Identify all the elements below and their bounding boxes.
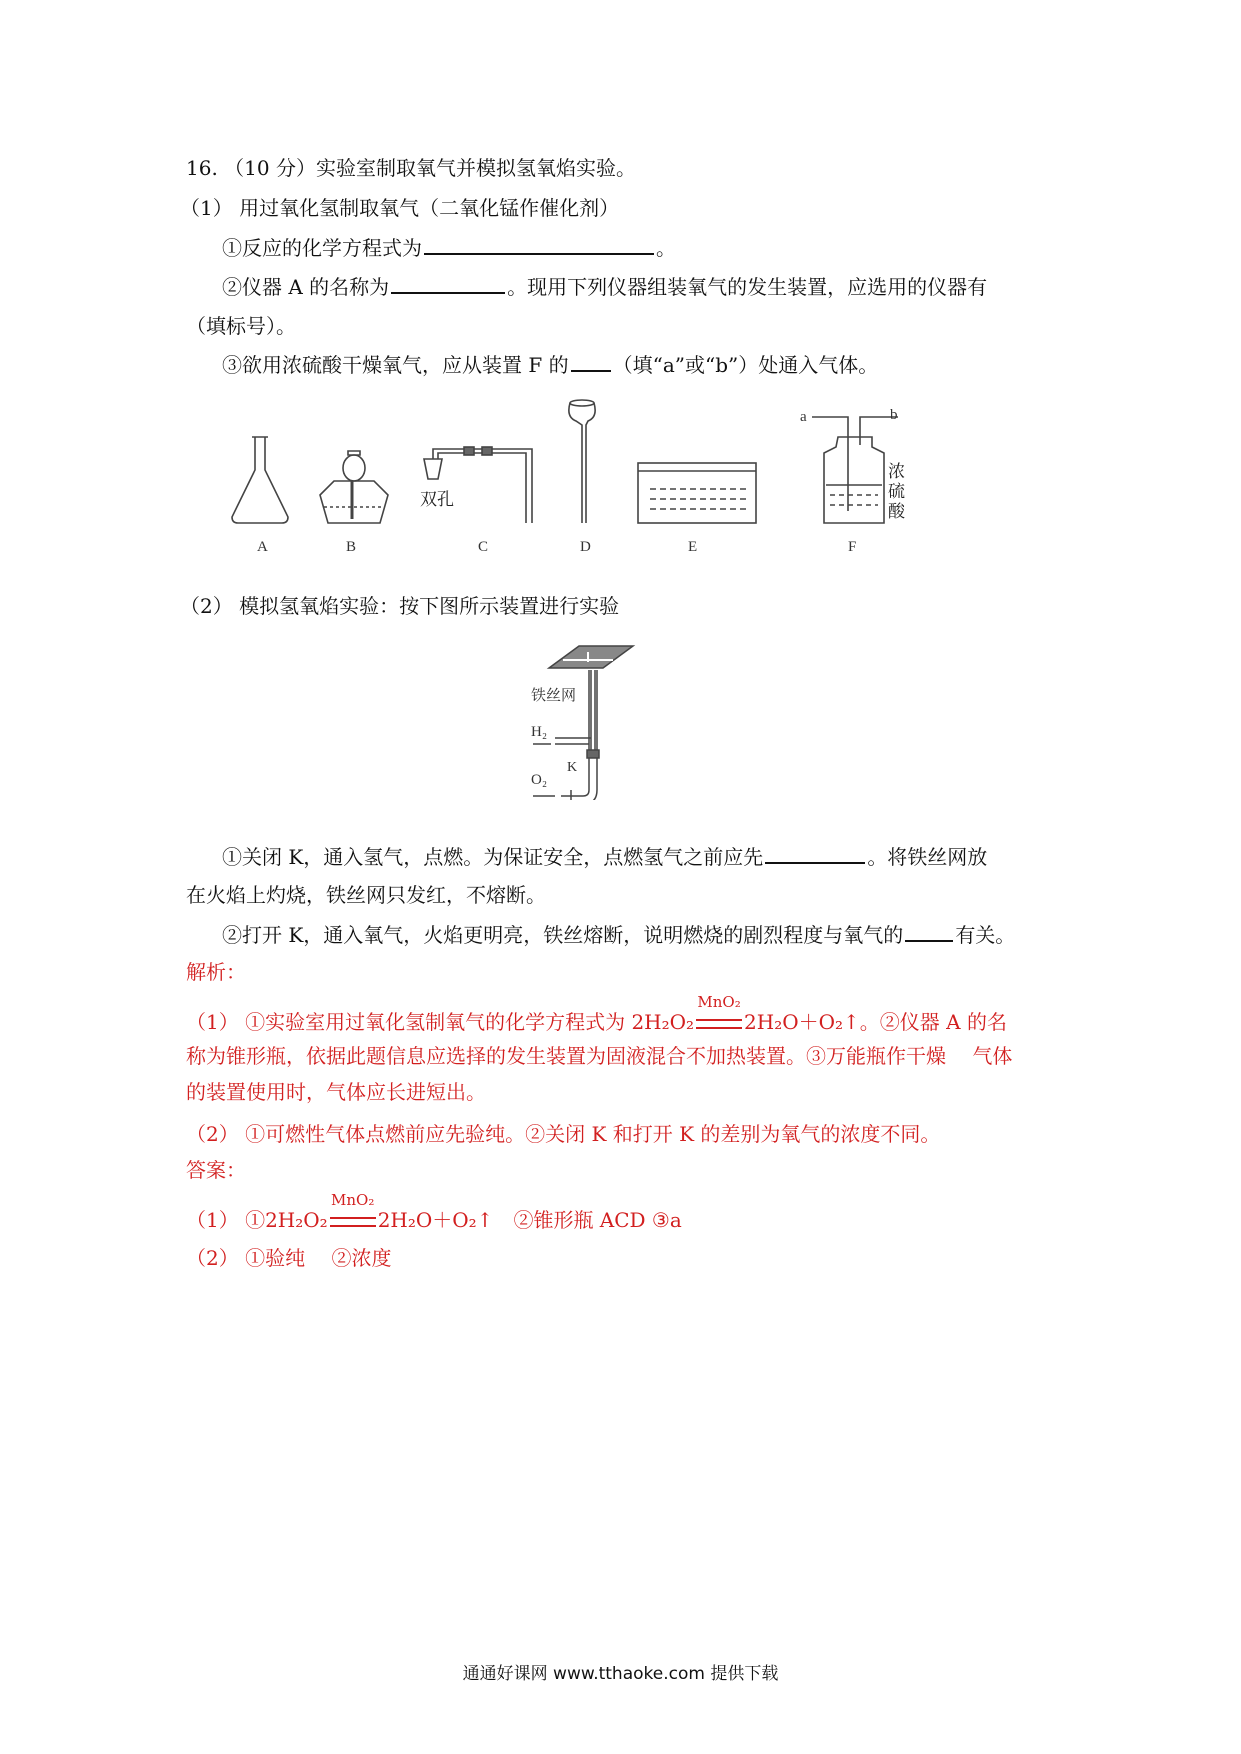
question-title [186, 154, 636, 182]
part2-heading: （2） 模拟氢氧焰实验：按下图所示装置进行实验 [180, 594, 620, 618]
mesh-label: 铁丝网 [531, 688, 577, 704]
analysis-p1 [186, 993, 1007, 1036]
f-acid-label-2: 硫 [888, 482, 905, 501]
analysis-p1-line3: 的装置使用时，气体应长进短出。 [186, 1080, 486, 1104]
apparatus-label-b: B [346, 539, 357, 555]
analysis-p1-line2: 称为锥形瓶，依据此题信息应选择的发生装置为固液混合不加热装置。③万能瓶作干燥 气体 [186, 1044, 1013, 1068]
alcohol-lamp-icon [320, 451, 388, 523]
h2-label: H₂ [531, 724, 548, 740]
gas-washing-bottle-icon [812, 417, 898, 523]
k-label: K [567, 760, 578, 775]
page-footer: 通通好课网 www.tthaoke.com 提供下载 [462, 1664, 779, 1684]
apparatus-label-e: E [688, 539, 698, 555]
f-port-b-label: b [890, 407, 898, 423]
q3-line [222, 350, 878, 379]
q4-text: ①关闭 K，通入氢气，点燃。为保证安全，点燃氢气之前应先 [222, 845, 764, 869]
q3-text: ③欲用浓硫酸干燥氧气，应从装置 F 的 [222, 353, 569, 377]
answer-a1-text: （1） ①2H₂O₂ [186, 1208, 328, 1232]
wire-mesh-icon [549, 646, 633, 668]
q1-line [222, 233, 676, 262]
analysis-p1-cont: 2H₂O＋O₂↑。②仪器 A 的名 [744, 1010, 1007, 1034]
q1-end: 。 [656, 236, 676, 260]
apparatus-label-f: F [848, 539, 857, 555]
q2-answer-blank[interactable] [391, 272, 505, 294]
apparatus-label-d: D [580, 539, 591, 555]
h2-inlet-icon [555, 738, 591, 744]
answer-heading: 答案： [186, 1158, 246, 1182]
answer-a1-cont: 2H₂O＋O₂↑ ②锥形瓶 ACD ③a [377, 1208, 682, 1232]
f-acid-label-1: 浓 [888, 462, 905, 481]
funnel-icon [569, 400, 595, 523]
f-acid-label-3: 酸 [888, 502, 905, 521]
q1-text: ①反应的化学方程式为 [222, 236, 422, 260]
equation-arrow [696, 993, 742, 1036]
q2-line2: （填标号）。 [186, 314, 296, 338]
question-heading: （10 分）实验室制取氧气并模拟氢氧焰实验。 [224, 156, 636, 180]
apparatus-label-c: C [478, 539, 489, 555]
answer-equation-arrow [330, 1191, 376, 1234]
q5-answer-blank[interactable] [905, 920, 953, 942]
question-number: 16. [186, 156, 218, 180]
conical-flask-icon [232, 437, 288, 523]
q5-line [222, 920, 1015, 949]
catalyst-label: MnO₂ [697, 993, 741, 1011]
c-note-label: 双孔 [420, 490, 454, 509]
q4-line2: 在火焰上灼烧，铁丝网只发红，不熔断。 [186, 883, 546, 907]
q5-text-cont: 有关。 [955, 923, 1016, 947]
apparatus-figure [220, 395, 940, 565]
q4-answer-blank[interactable] [765, 842, 865, 864]
analysis-p1-text: （1） ①实验室用过氧化氢制氧气的化学方程式为 2H₂O₂ [186, 1010, 695, 1034]
q3-text-cont: （填“a”或“b”）处通入气体。 [612, 353, 879, 377]
q1-answer-blank[interactable] [424, 233, 654, 255]
apparatus-label-a: A [257, 539, 268, 555]
q2-line [222, 272, 987, 301]
part1-heading: （1） 用过氧化氢制取氧气（二氧化锰作催化剂） [180, 196, 620, 220]
answer-catalyst-label: MnO₂ [331, 1191, 375, 1209]
q2-text: ②仪器 A 的名称为 [222, 275, 390, 299]
answer-a2: （2） ①验纯 ②浓度 [186, 1246, 392, 1270]
trough-icon [638, 463, 756, 523]
q3-answer-blank[interactable] [571, 350, 611, 372]
analysis-heading: 解析： [186, 960, 246, 984]
q5-text: ②打开 K，通入氧气，火焰更明亮，铁丝熔断，说明燃烧的剧烈程度与氧气的 [222, 923, 904, 947]
q4-text-cont: 。将铁丝网放 [867, 845, 988, 869]
flame-setup-figure [525, 640, 665, 800]
answer-a1 [186, 1191, 682, 1234]
q4-line [222, 842, 987, 871]
f-port-a-label: a [800, 409, 807, 425]
q2-text-cont: 。现用下列仪器组装氧气的发生装置，应选用的仪器有 [507, 275, 988, 299]
o2-label: O₂ [531, 772, 548, 788]
analysis-p2: （2） ①可燃性气体点燃前应先验纯。②关闭 K 和打开 K 的差别为氧气的浓度不同。 [186, 1122, 941, 1146]
